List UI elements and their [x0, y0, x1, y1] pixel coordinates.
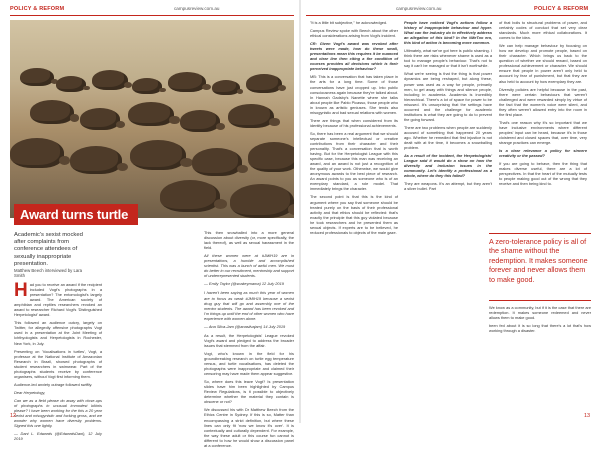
turtle-shape — [160, 180, 220, 212]
paragraph: They are weapons. It's an attempt, but they aren't a silver bullet. Part — [404, 181, 492, 192]
paragraph: As a result, the Herpetologists' League revoked Vogt's award and pledged to address the broader issues that stemmed from the affair. — [204, 332, 294, 348]
paragraph — [14, 282, 102, 317]
right-column-3 — [499, 20, 587, 189]
left-column-3 — [204, 230, 294, 451]
left-page — [0, 0, 300, 448]
right-column-3-continued — [489, 305, 591, 336]
turtle-shape — [212, 80, 240, 95]
paragraph: There are two problems when people are suddenly accused of something that happened 20 years ago. Whether he remedied that first injustice is not dealt with at the time, it becomes a snowballing problem. — [404, 124, 492, 151]
article-byline: Matthew Beech interviewed by Lara Smith — [14, 268, 83, 278]
tweet-attribution: — Emily Taylor (@snakeymama) 12 July 2019 — [204, 281, 284, 287]
drop-cap: H — [14, 280, 28, 301]
pullquote-rule-bottom — [489, 300, 591, 301]
turtle-shape — [248, 142, 294, 172]
interview-question: People have noticed Vogt's actions follow a history of inappropriate behaviour and hyper. What can the industry do to effectively address an allegation of this kind? In the #MeToo era, this kind of action is becoming more common. — [404, 20, 492, 46]
turtle-shape — [128, 102, 174, 126]
turtle-shape — [192, 148, 242, 176]
left-header-website: campusreview.com.au — [174, 6, 220, 11]
hero-background — [10, 20, 294, 80]
paragraph: We discussed his with Dr Matthew Beech from the Ethics Centre in Sydney. If this is so, Matter than encompassing a strict definition, but where these lines can only fit 'now we know it's over'. It is contextually and culturally dependent. For example, the way these adult or this course fun cannot is different to how he would show a discussion panel at a conference. — [204, 407, 294, 448]
turtle-shape — [92, 70, 128, 90]
turtle-shape — [132, 78, 162, 94]
turtle-shape — [20, 68, 54, 86]
paragraph: We can help manage behaviour by focusing on how we develop and promote people, based on their character. Which brings us back to the question of whether we should reward, based on professional achievement or character. We should ensure that people in power aren't only held to account by fear of punishment, but that they are also held to account by how exemplary they are. — [499, 43, 587, 84]
left-header — [10, 6, 64, 12]
right-page-number: 13 — [584, 413, 591, 419]
paragraph: Presenting on 'Vocalisations in turtles', Vogt, a professor at the National Institute of Amazonian Research in Brazil, showed photographs of student researchers in swimwear. Part of the photographs students receive by conference organisers, without Vogt first informing them. — [14, 348, 102, 379]
paragraph: been fed about it is so long that there's a lot that's how working through a disaster. — [489, 323, 591, 334]
turtle-shape — [168, 72, 206, 92]
right-header-section-wrap — [534, 6, 588, 12]
article-title: Award turns turtle — [14, 204, 138, 225]
left-header-rule — [10, 15, 294, 16]
paragraph: Audience-led anxiety outrage followed swiftly. — [14, 381, 93, 387]
paragraph: Ultimately, what we've got here is public shaming. I think there are risks whenever shame is used as a tool to manage people's behaviour. That's not to say it can't be managed or that it isn't worthwhile. — [404, 48, 492, 69]
paragraph: Vogt, who's known in the field for his groundbreaking research on turtle egg temperature versus, and turtle vocalisations, has deleted the photographs were inappropriate and claimed their censoring may have made them appear suggestive. — [204, 350, 294, 377]
turtle-shape — [228, 104, 274, 128]
tweet-quote: Dear Herpetology, — [14, 389, 46, 395]
paragraph: The second point is that this is the kind of argument where you say that someone should be treated purely on the basis of their professional activity and that ethics should be reflected: that's exactly the principle that this guy violated because he took researchers and he presented them as sexual objects. If experts are to be believed, he reduced professionals to objects of the male gaze. — [310, 194, 398, 235]
turtle-shape — [80, 108, 120, 130]
paragraph: MB: This is a conversation that has taken place in the arts for a long time. Some of those conversations have just cropped up. Into public consciousness again because they're talked about. In Hannah Gadsby's Nanette where she talks about people like Pablo Picasso, those people who in known as artistic geniuses. She tends also misogynistic and bad sexual relations with women. — [310, 74, 398, 115]
turtle-shape — [230, 184, 294, 218]
interview-question: Is a clear relevance a policy for sincere creativity or the passed? — [499, 148, 587, 159]
paragraph: This then snowballed into a more general discussion about diversity (or, more specifically, the lack thereof), as well as sexual harassment in the field. — [204, 230, 294, 251]
paragraph: So, where does this leave Vogt? Is presentation slides have him been highlighted by Campus Review Regulations, is it possible to objectively determine whether the material they contain is obscene or not? — [204, 379, 294, 405]
paragraph: What we're seeing is that the thing is that power dynamics are being reshaped, but along these, power was used as a way for people, primarily men, to get away with things and silence people, including in academia. Academia is incredibly hierarchical. There's a lot of space for power to be misused. It's unsurprising that the settings have occurred and the challenge for academic institutions is what they are going to do to prevent the going forward. — [404, 71, 492, 122]
paragraph: "It is a little bit subjective," he acknowledged. — [310, 20, 388, 25]
turtle-shape — [130, 140, 186, 170]
pullquote: A zero-tolerance policy is all of the shame without the redemption. It makes someone forever and never allows them to make good. — [489, 237, 588, 284]
right-header-website: campusreview.com.au — [396, 6, 442, 11]
right-header-rule — [306, 15, 590, 16]
tweet-attribution: — Ana Silva-Jam (@anasilvajam) 14 July 2019 — [204, 323, 286, 329]
paragraph: Diversity policies are helpful because in the past, there were certain behaviours that weren't challenged and were rewarded simply by virtue of the fact that the women's voice were silent, and they often weren't allowed entry into the room in the first place. — [499, 86, 587, 117]
turtle-shape — [70, 146, 122, 174]
turtle-shape — [56, 76, 86, 92]
left-header-web-wrap — [174, 6, 219, 12]
pullquote-rule-top — [489, 233, 591, 234]
paragraph: If you are going to behave, then the thing that makes diverse useful, there are a lot of perspectives. In that the heart of the mutually tests to people making good out of the wrong that they receive and then being kind to. — [499, 161, 587, 187]
left-column-1 — [14, 282, 102, 445]
interview-question: CR: Given Vogt's award was revoked after tweets were made, how do these small, presentations mean this requires it be nuanced and clear line then citing a the condition of courses provides all decisions which is their perceived inappropriate behaviour? — [310, 41, 398, 72]
turtle-shape — [10, 138, 64, 168]
turtle-shape — [180, 110, 220, 132]
turtle-shape — [246, 74, 282, 93]
tweet-quote: I haven't been saying as much this year of women are to focus as weak #JMIH19 because a sexist drug guy that will go and assembly one of the mentor students. The award has been revoked and I'm things up until the end of other women who have experience with women alone. — [204, 290, 294, 321]
paragraph: This followed an audience outcry, largely on Twitter, for allegedly offensive photographs Vogt used in a presentation at the Joint Meeting of Ichthyologists and Herpetologists in Rochester, New York, in July. — [14, 320, 102, 346]
turtle-shape — [30, 100, 74, 124]
right-header-section: POLICY & REFORM — [534, 6, 589, 12]
left-page-number: 12 — [10, 413, 17, 419]
paragraph: of that boils to structural problems of power, and certainly codes of conduct that set very clear standards. Much more ethical collaborations. It comes to the idea. — [499, 20, 587, 41]
article-standfirst: Academic's sexist mocked after complaints from conference attendees of sexually inappropriate presentation. — [14, 232, 83, 267]
interview-question: As a result of the incident, the Herpetologists' League said it would do a show on how the diversity and inclusion issues in the community. Let's identify a professional as a whole, where do they this failed? — [404, 153, 492, 179]
paragraph: There are things that when considered from its identity because of his professional achievements. — [310, 117, 398, 128]
paragraph: We know as a community, but if it is the case that there are redemption. It makes someone redeemed and never allows them to make good. — [489, 305, 591, 321]
paragraph: That's one reason why it's so important that we have inclusive environments where different peoples' input can be heard, because it's in those cloistered and closed spaces that, over time, very strange practices can emerge. — [499, 119, 587, 146]
tweet-quote: All these women were at #JMIH19 are in presentations, a humble and accomplished scientist. This was a bunch of awful men. We must do better in our recruitment, mentorship and support of underrepresented students. — [204, 253, 294, 279]
tweet-attribution: — Dani L. Edwards (@EdwardsDani), 12 July 2019 — [14, 431, 102, 442]
right-column-2 — [404, 20, 492, 194]
right-header-web-wrap — [396, 6, 441, 12]
left-header-section: POLICY & REFORM — [10, 6, 65, 12]
paragraph: Campus Review spoke with Beech about the other ethical considerations arising from Vogt's incident. — [310, 28, 398, 39]
right-column-1 — [310, 20, 398, 238]
hero-image — [10, 20, 294, 218]
tweet-quote: Can we as a field please do away with close-ups of photographs in unusual immodest bikinis please? I have been working for the this a 20 year sexist and misogynistic and fucking gross, and we wonder why women have diversity problems. Signed this one lightly. — [14, 397, 102, 429]
paragraph: So, there has been a real argument that we should separate someone's intellectual or creative contributions from their character and their personality. That's a conversation that is worth having. But for the Herpetologist League with this specific case, because this man was receiving an award, and an award is not just a recognition of the quality of your work. Otherwise, we would give anonymous awards to the best piece of research. An award points to you as someone who is of an exemplary standard, a role model. That immediately brings the character. — [310, 130, 398, 192]
lead-paragraph-text: ad you to receive an award if the recipient included Vogt's photographs in a presentation? The entomologist's largely award. The American society of amphibian and reptiles researchers revoked an award to researcher Richard Vogt's 'Distinguished Herpetologist' award. — [14, 282, 102, 318]
